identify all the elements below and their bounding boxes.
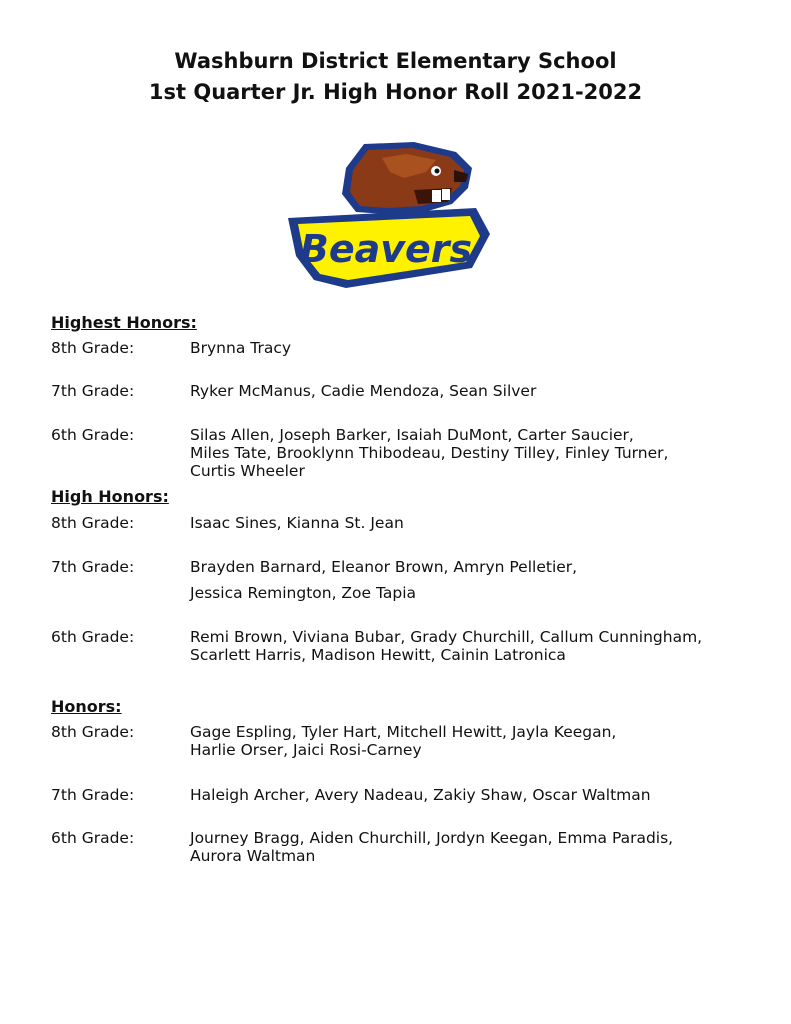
page-title: [0, 46, 791, 108]
names-list: [190, 554, 577, 606]
beaver-mascot-icon: [286, 138, 496, 296]
names-line: Miles Tate, Brooklynn Thibodeau, Destiny Tilley, Finley Turner,: [190, 444, 669, 462]
names-line: Ryker McManus, Cadie Mendoza, Sean Silver: [190, 382, 537, 400]
grade-label: 6th Grade:: [51, 426, 135, 444]
names-line: Isaac Sines, Kianna St. Jean: [190, 514, 404, 532]
names-list: [190, 426, 668, 480]
names-line: Aurora Waltman: [190, 847, 316, 865]
names-line: Silas Allen, Joseph Barker, Isaiah DuMont, Carter Saucier,: [190, 426, 634, 444]
school-name: Washburn District Elementary School: [174, 49, 617, 73]
names-list: [190, 628, 702, 664]
grade-label: 8th Grade:: [51, 339, 135, 357]
names-line: Jessica Remington, Zoe Tapia: [190, 584, 417, 602]
names-line: Curtis Wheeler: [190, 462, 305, 480]
names-line: Journey Bragg, Aiden Churchill, Jordyn Keegan, Emma Paradis,: [190, 829, 674, 847]
section-heading-honors: Honors:: [51, 697, 122, 716]
grade-label: 6th Grade:: [51, 628, 135, 646]
grade-label: 7th Grade:: [51, 786, 135, 804]
names-line: Haleigh Archer, Avery Nadeau, Zakiy Shaw, Oscar Waltman: [190, 786, 651, 804]
names-line: Scarlett Harris, Madison Hewitt, Cainin Latronica: [190, 646, 566, 664]
names-list: [190, 382, 536, 400]
names-list: [190, 786, 651, 804]
names-line: Brynna Tracy: [190, 339, 292, 357]
names-line: Harlie Orser, Jaici Rosi-Carney: [190, 741, 422, 759]
honor-roll-title: 1st Quarter Jr. High Honor Roll 2021-2022: [148, 80, 643, 104]
grade-label: 6th Grade:: [51, 829, 135, 847]
grade-label: 8th Grade:: [51, 723, 135, 741]
section-heading-high-honors: High Honors:: [51, 487, 169, 506]
logo-text: Beavers: [299, 227, 473, 271]
grade-label: 7th Grade:: [51, 558, 135, 576]
names-line: Brayden Barnard, Eleanor Brown, Amryn Pelletier,: [190, 558, 578, 576]
names-line: Gage Espling, Tyler Hart, Mitchell Hewitt, Jayla Keegan,: [190, 723, 617, 741]
grade-label: 7th Grade:: [51, 382, 135, 400]
names-list: [190, 514, 404, 532]
grade-label: 8th Grade:: [51, 514, 135, 532]
names-list: [190, 829, 673, 865]
section-heading-highest-honors: Highest Honors:: [51, 313, 197, 332]
names-list: [190, 723, 616, 759]
names-list: [190, 339, 291, 357]
names-line: Remi Brown, Viviana Bubar, Grady Churchill, Callum Cunningham,: [190, 628, 703, 646]
